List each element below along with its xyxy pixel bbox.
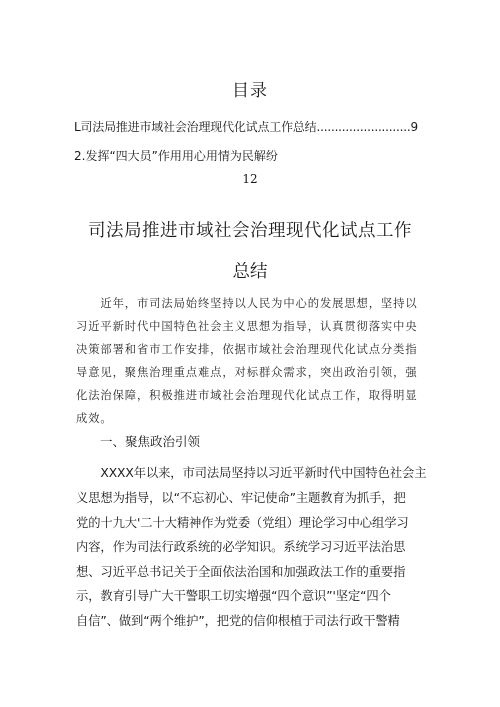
intro-line: 习近平新时代中国特色社会主义思想为指导，认真贯彻落实中央 — [76, 320, 418, 333]
intro-line: 近年，市司法局始终坚持以人民为中心的发展思想，坚持以 — [76, 297, 418, 310]
body-line: 想、习近平总书记关于全面依法治国和加强政法工作的重要指 — [76, 565, 406, 579]
document-title-line-1: 司法局推进市域社会治理现代化试点工作 — [88, 221, 412, 241]
toc-entry-2[interactable] — [74, 147, 278, 164]
toc-entry-1-label: L司法局推进市域社会治理现代化试点工作总结 — [74, 120, 317, 134]
intro-line: 化法治保障，积极推进市域社会治理现代化试点工作，取得明显 — [76, 389, 418, 402]
intro-line: 决策部署和省市工作安排，依据市域社会治理现代化试点分类指 — [76, 343, 418, 356]
toc-entry-1[interactable] — [74, 118, 418, 135]
toc-entry-2-label: 2.发挥“四大员”作用用心用情为民解纷 — [74, 149, 278, 163]
document-title-line-2: 总结 — [232, 262, 268, 282]
body-line: 示，教育引导广大干警职工切实增强“四个意识”'坚定“四个 — [76, 589, 391, 603]
body-line: 党的十九大'二十大精神作为党委（党组）理论学习中心组学习 — [76, 516, 409, 530]
toc-entry-1-page: 9 — [410, 120, 418, 134]
body-line: 义思想为指导，以“不忘初心、牢记使命”主题教育为抓手，把 — [76, 491, 406, 505]
section-heading: 一、聚焦政治引领 — [100, 434, 201, 449]
body-line: 自信”、做到“两个维护”，把党的信仰根植于司法行政干警精 — [76, 614, 400, 628]
intro-line: 导意见，聚焦治理重点难点，对标群众需求，突出政治引领，强 — [76, 366, 418, 379]
toc-entry-1-leader: .......................... — [316, 120, 411, 134]
toc-title: 目录 — [232, 81, 268, 101]
body-line: 内容，作为司法行政系统的必学知识。系统学习习近平法治思 — [76, 540, 406, 554]
toc-entry-2-page: 12 — [242, 172, 258, 186]
body-line: XXXX年以来，市司法局坚持以习近平新时代中国特色社会主 — [76, 466, 427, 480]
intro-line: 成效。 — [76, 412, 113, 425]
